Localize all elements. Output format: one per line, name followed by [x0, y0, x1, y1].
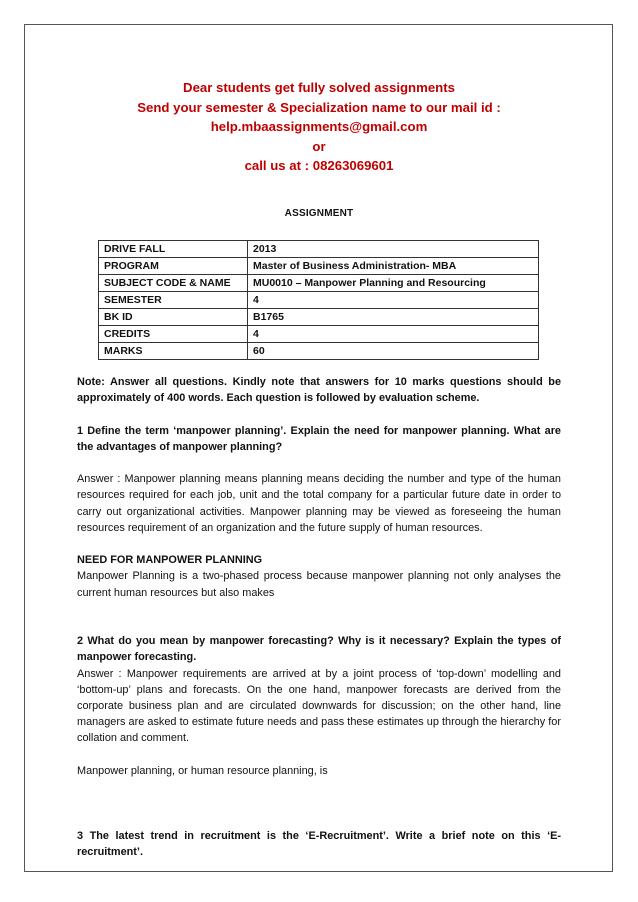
- row-label: MARKS: [99, 343, 248, 360]
- row-label: SUBJECT CODE & NAME: [99, 275, 248, 292]
- promo-email: help.mbaassignments@gmail.com: [210, 119, 428, 134]
- table-row: [99, 292, 539, 309]
- row-label: DRIVE FALL: [99, 241, 248, 258]
- instructions-note: Note: Answer all questions. Kindly note that answers for 10 marks questions should be approximately of 400 words. Each question is followed by evaluation scheme.: [77, 376, 561, 405]
- assignment-info-table: [98, 240, 539, 360]
- row-value: 4: [248, 326, 539, 343]
- section-heading: NEED FOR MANPOWER PLANNING: [77, 554, 263, 567]
- promo-line-2: Send your semester & Specialization name to our mail id :: [137, 99, 501, 115]
- row-value: 60: [248, 343, 539, 360]
- promo-phone: call us at : 08263069601: [244, 158, 394, 173]
- row-label: CREDITS: [99, 326, 248, 343]
- promo-header: [0, 78, 638, 176]
- row-label: PROGRAM: [99, 258, 248, 275]
- table-row: [99, 309, 539, 326]
- promo-line-1: Dear students get fully solved assignments: [183, 80, 455, 95]
- question-1: 1 Define the term ‘manpower planning’. Explain the need for manpower planning. What are the advantages of manpower planning?: [77, 424, 561, 453]
- promo-or: or: [312, 138, 326, 154]
- row-value: B1765: [248, 309, 539, 326]
- answer-2-continued: Manpower planning, or human resource planning, is: [77, 764, 328, 777]
- table-row: [99, 275, 539, 292]
- table-row: [99, 343, 539, 360]
- row-label: SEMESTER: [99, 292, 248, 309]
- answer-2: Answer : Manpower requirements are arrived at by a joint process of ‘top-down’ modelling and ‘bottom-up’ plans and forecasts. On the one hand, manpower forecasts are derived from the corporate business plan and are circulated downwards for discussion; on the other hand, line managers are asked to estimate future needs and pass these estimates up through the hierarchy for collation and comment.: [77, 667, 561, 745]
- assignment-title: ASSIGNMENT: [284, 208, 354, 219]
- answer-1: Answer : Manpower planning means planning means deciding the number and type of the human resources required for each job, unit and the total company for a particular future date in order to carry out organizational activities. Manpower planning may be viewed as foreseeing the human resources requirement of an organization and the future supply of human resources.: [77, 473, 561, 534]
- document-body: [77, 374, 561, 876]
- row-value: Master of Business Administration- MBA: [248, 258, 539, 275]
- table-row: [99, 258, 539, 275]
- answer-1-continued: Manpower Planning is a two-phased process because manpower planning not only analyses the current human resources but also makes: [77, 570, 561, 599]
- table-row: [99, 326, 539, 343]
- question-2: 2 What do you mean by manpower forecasting? Why is it necessary? Explain the types of manpower forecasting.: [77, 635, 561, 664]
- row-value: MU0010 – Manpower Planning and Resourcing: [248, 275, 539, 292]
- row-label: BK ID: [99, 309, 248, 326]
- row-value: 4: [248, 292, 539, 309]
- table-row: [99, 241, 539, 258]
- row-value: 2013: [248, 241, 539, 258]
- question-3: 3 The latest trend in recruitment is the ‘E-Recruitment’. Write a brief note on this ‘E-recruitment’.: [77, 829, 561, 858]
